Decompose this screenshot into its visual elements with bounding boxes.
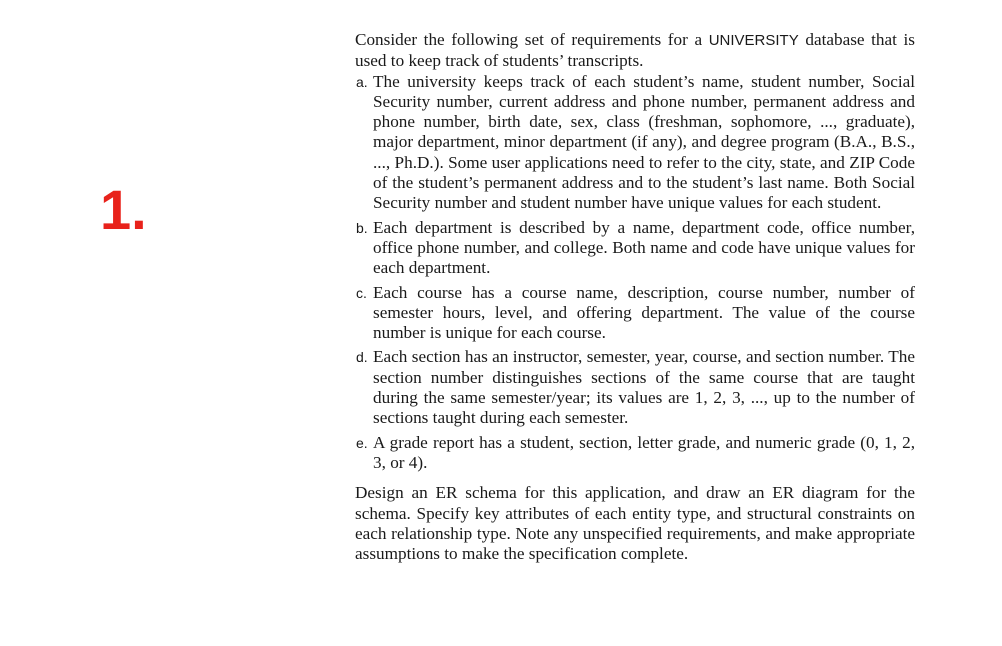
intro-university: UNIVERSITY — [708, 32, 799, 49]
requirement-c — [355, 283, 915, 344]
requirement-text-d: Each section has an instructor, semester, year, course, and section number. The section number distinguishes sections of the same course that are taught during the same semester/year; its values are 1, 2, 3, ..., up to the number of sections taught during each semester. — [373, 347, 915, 428]
requirement-label-d: d. — [356, 349, 368, 366]
requirement-b — [355, 218, 915, 279]
requirements-list — [355, 72, 915, 474]
requirement-label-c: c. — [356, 284, 367, 301]
requirement-label-b: b. — [356, 219, 368, 236]
intro-before: Consider the following set of requirements for a — [355, 30, 709, 49]
requirement-text-b: Each department is described by a name, department code, office number, office phone number, and college. Both name and code have unique values for each department. — [373, 217, 915, 278]
intro-after: database that is used to keep track of students’ transcripts. — [355, 30, 915, 71]
closing-paragraph: Design an ER schema for this application, and draw an ER diagram for the schema. Specify key attributes of each entity type, and structural constraints on each relationship type. Note any unspecified requirements, and make appropriate assumptions to make the specification complete. — [355, 483, 915, 564]
requirement-d — [355, 347, 915, 428]
requirement-label-e: e. — [356, 434, 368, 451]
question-text — [355, 30, 915, 564]
requirement-a — [355, 72, 915, 214]
question-number: 1. — [100, 178, 147, 241]
requirement-text-e: A grade report has a student, section, letter grade, and numeric grade (0, 1, 2, 3, or 4). — [373, 432, 915, 472]
requirement-text-c: Each course has a course name, description, course number, number of semester hours, level, and offering department. The value of the course number is unique for each course. — [373, 282, 915, 343]
requirement-e — [355, 433, 915, 474]
intro-paragraph — [355, 30, 915, 72]
requirement-text-a: The university keeps track of each student’s name, student number, Social Security number, current address and phone number, permanent address and phone number, birth date, sex, class (freshman, sophomore, ..., graduate), major department, minor department (if any), and degree program (B.A., B.S., ..., Ph.D.). Some user applications need to refer to the city, state, and ZIP Code of the student’s permanent address and to the student’s last name. Both Social Security number and student number have unique values for each student. — [373, 71, 915, 213]
requirement-label-a: a. — [356, 73, 368, 90]
